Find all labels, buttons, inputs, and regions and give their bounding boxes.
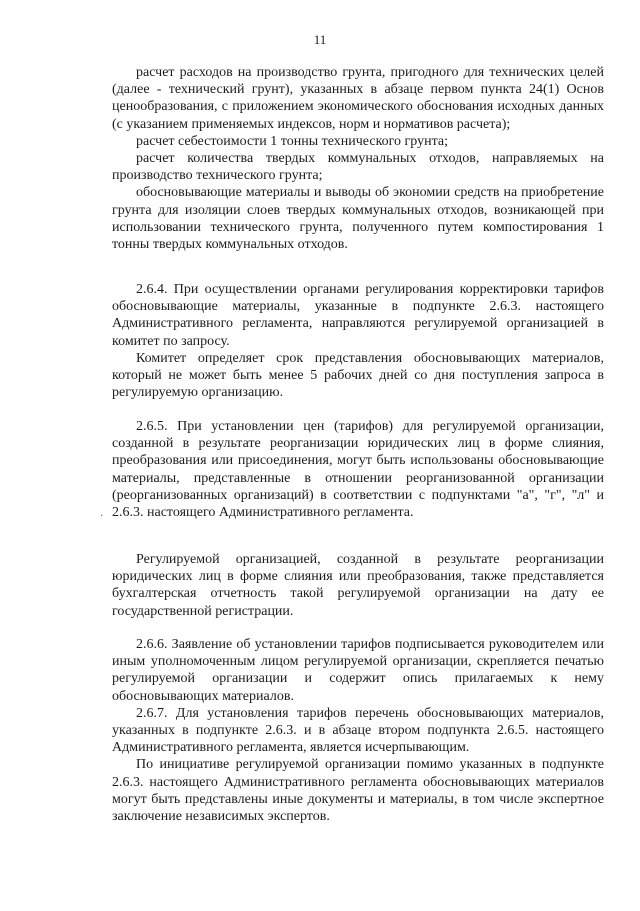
paragraph: 2.6.6. Заявление об установлении тарифов подписывается руководителем или иным уполномоченным лицом регулируемой организации, скрепляется печатью регулируемой организации и содержит опись прилагаемых к нему обосновывающих материалов. — [112, 637, 604, 704]
margin-dot: · — [100, 511, 104, 522]
paragraph: расчет расходов на производство грунта, пригодного для технических целей (далее - технический грунт), указанных в абзаце первом пункта 24(1) Основ ценообразования, с приложением экономического обоснования исходных данных (с указанием применяемых индексов, норм и нормативов расчета); — [112, 65, 604, 132]
paragraph: 2.6.7. Для установления тарифов перечень обосновывающих материалов, указанных в подпункте 2.6.3. и в абзаце втором подпункта 2.6.5. настоящего Административного регламента, является исчерпывающим. — [112, 705, 604, 756]
paragraph: расчет количества твердых коммунальных отходов, направляемых на производство технического грунта; — [112, 151, 604, 184]
paragraph: По инициативе регулируемой организации помимо указанных в подпункте 2.6.3. настоящего Административного регламента обосновывающих материалов могут быть представлены иные документы и материалы, в том числе экспертное заключение независимых экспертов. — [112, 757, 604, 825]
paragraph: Комитет определяет срок представления обосновывающих материалов, который не может быть менее 5 рабочих дней со дня поступления запроса в регулируемую организацию. — [112, 350, 604, 401]
page-number: 11 — [313, 32, 327, 47]
text-block-sections-2-6-6-and-2-6-7 — [112, 636, 604, 825]
text-block-section-2-6-5 — [112, 418, 604, 521]
paragraph: 2.6.5. При установлении цен (тарифов) для регулируемой организации, созданной в результате реорганизации юридических лиц в форме слияния, преобразования или присоединения, могут быть использованы обосновывающие материалы, представленные в отношении реорганизованной организации (реорганизованных организаций) в соответствии с подпунктами "а", "г", "л" и 2.6.3. настоящего Административного регламента. — [112, 419, 604, 521]
paragraph: расчет себестоимости 1 тонны технического грунта; — [136, 133, 448, 149]
text-block-section-2-6-4 — [112, 281, 604, 401]
paragraph: обосновывающие материалы и выводы об экономии средств на приобретение грунта для изоляции слоев твердых коммунальных отходов, возникающей при использовании технического грунта, полученного путем компостирования 1 тонны твердых коммунальных отходов. — [112, 185, 604, 253]
paragraph: 2.6.4. При осуществлении органами регулирования корректировки тарифов обосновывающие материалы, указанные в подпункте 2.6.3. настоящего Административного регламента, направляются регулируемой организацией в комитет по запросу. — [112, 282, 604, 349]
text-block-reorganization-reporting — [112, 551, 604, 620]
paragraph: Регулируемой организацией, созданной в результате реорганизации юридических лиц в форме слияния или преобразования, также представляется бухгалтерская отчетность такой регулируемой организации на дату ее государственной регистрации. — [112, 552, 604, 619]
text-block-expense-calculations — [112, 64, 604, 253]
